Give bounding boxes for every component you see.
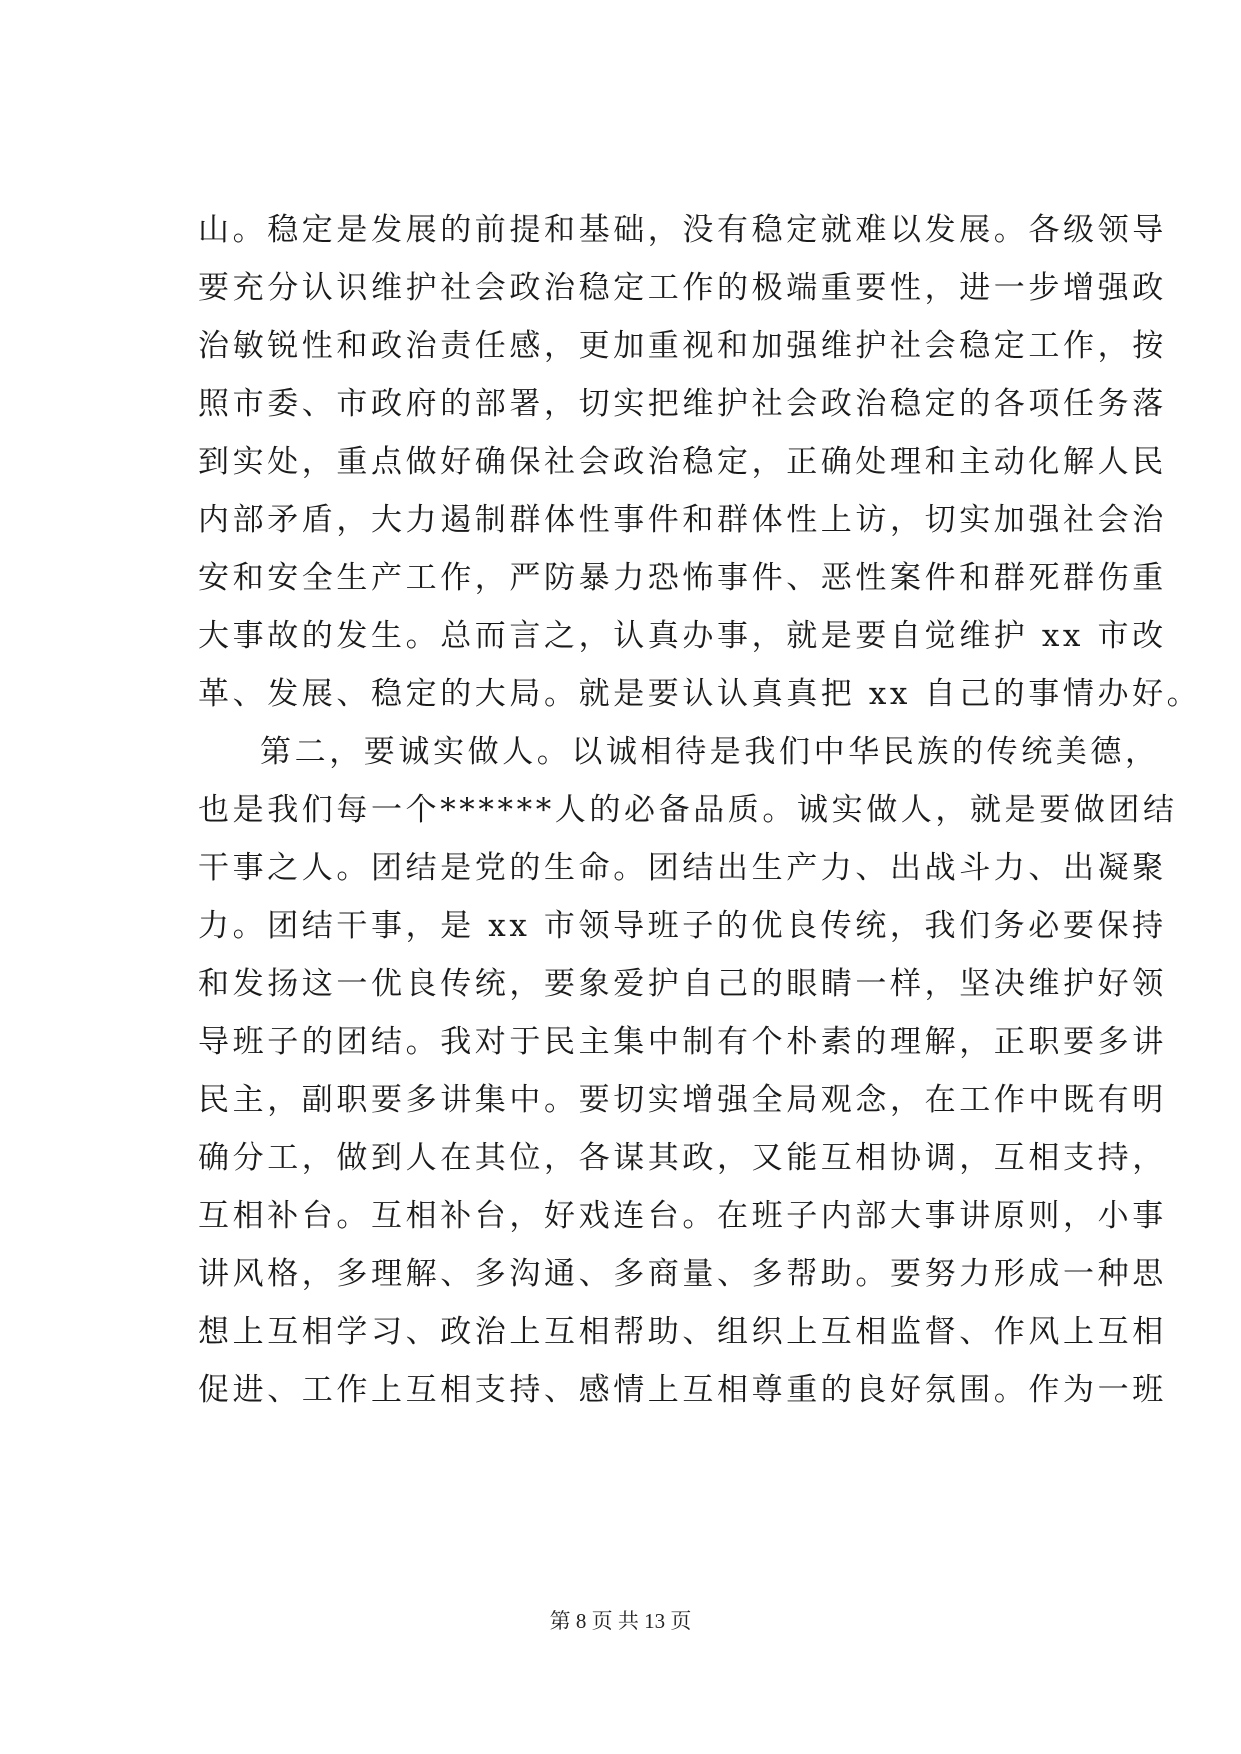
text-line: 民主，副职要多讲集中。要切实增强全局观念，在工作中既有明 [198,1082,1167,1118]
text-line: 治敏锐性和政治责任感，更加重视和加强维护社会稳定工作，按 [198,328,1167,364]
text-line: 要充分认识维护社会政治稳定工作的极端重要性，进一步增强政 [198,270,1167,306]
text-line: 也是我们每一个******人的必备品质。诚实做人，就是要做团结 [198,792,1178,828]
text-line: 干事之人。团结是党的生命。团结出生产力、出战斗力、出凝聚 [198,850,1167,886]
text-line: 讲风格，多理解、多沟通、多商量、多帮助。要努力形成一种思 [198,1256,1167,1292]
text-line: 到实处，重点做好确保社会政治稳定，正确处理和主动化解人民 [198,444,1167,480]
text-line: 安和安全生产工作，严防暴力恐怖事件、恶性案件和群死群伤重 [198,560,1167,596]
text-line: 想上互相学习、政治上互相帮助、组织上互相监督、作风上互相 [198,1314,1167,1350]
page-number-footer: 第 8 页 共 13 页 [549,1609,692,1633]
text-line: 互相补台。互相补台，好戏连台。在班子内部大事讲原则，小事 [198,1198,1167,1234]
text-line: 导班子的团结。我对于民主集中制有个朴素的理解，正职要多讲 [198,1024,1167,1060]
text-line: 和发扬这一优良传统，要象爱护自己的眼睛一样，坚决维护好领 [198,966,1167,1002]
text-line: 革、发展、稳定的大局。就是要认认真真把 xx 自己的事情办好。 [198,676,1202,712]
text-line: 第二，要诚实做人。以诚相待是我们中华民族的传统美德， [260,734,1160,770]
text-line: 内部矛盾，大力遏制群体性事件和群体性上访，切实加强社会治 [198,502,1167,538]
text-line: 促进、工作上互相支持、感情上互相尊重的良好氛围。作为一班 [198,1372,1167,1408]
text-line: 大事故的发生。总而言之，认真办事，就是要自觉维护 xx 市改 [198,618,1167,654]
text-line: 确分工，做到人在其位，各谋其政，又能互相协调，互相支持， [198,1140,1167,1176]
text-line: 力。团结干事，是 xx 市领导班子的优良传统，我们务必要保持 [198,908,1167,944]
text-line: 山。稳定是发展的前提和基础，没有稳定就难以发展。各级领导 [198,212,1167,248]
text-line: 照市委、市政府的部署，切实把维护社会政治稳定的各项任务落 [198,386,1167,422]
